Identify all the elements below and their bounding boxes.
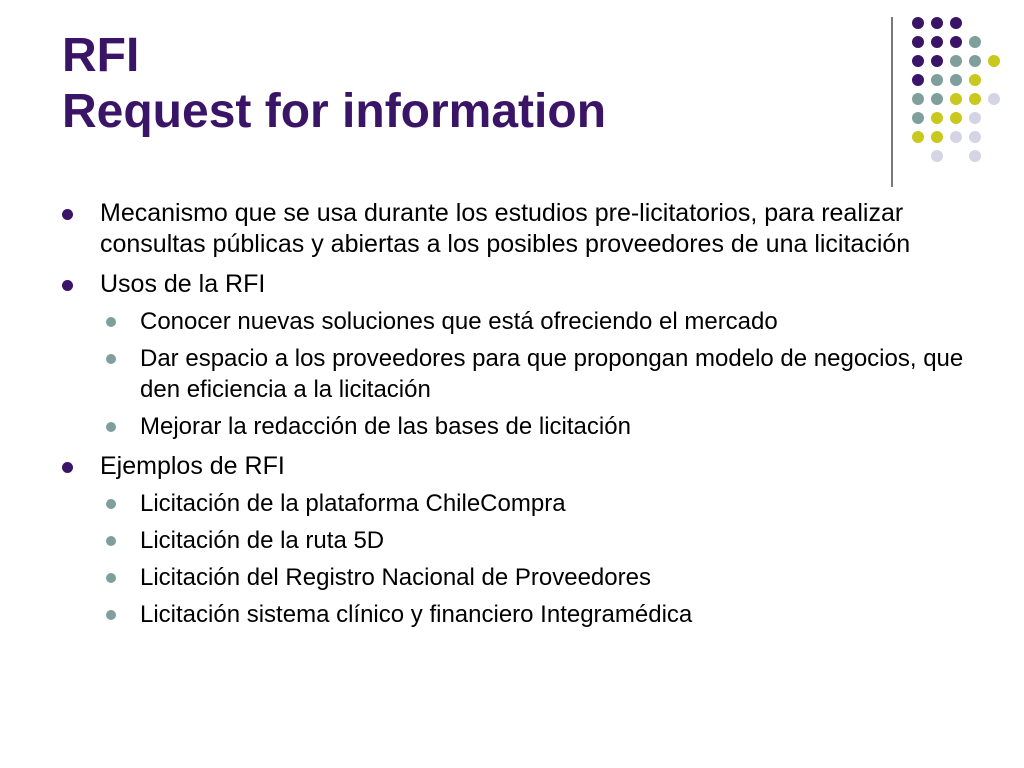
title-divider: [891, 17, 893, 187]
sub-bullet-dot-icon: [106, 354, 116, 364]
dot: [969, 36, 981, 48]
bullet-dot-icon: [62, 462, 73, 473]
dot: [931, 36, 943, 48]
bullet-item: [62, 269, 972, 300]
dot: [931, 74, 943, 86]
dot: [912, 36, 924, 48]
bullet-text: Mecanismo que se usa durante los estudios pre-licitatorios, para realizar consultas públicas y abiertas a los posibles proveedores de una licitación: [100, 199, 911, 258]
bullet-dot-icon: [62, 280, 73, 291]
dot: [969, 74, 981, 86]
dot: [912, 93, 924, 105]
sub-bullet-item: [62, 562, 972, 593]
bullet-item: [62, 451, 972, 482]
dot: [912, 17, 924, 29]
dot: [931, 55, 943, 67]
bullet-text: Licitación de la plataforma ChileCompra: [140, 490, 566, 517]
bullet-text: Licitación sistema clínico y financiero Integramédica: [140, 601, 693, 628]
sub-bullet-dot-icon: [106, 422, 116, 432]
dot: [950, 74, 962, 86]
dot: [950, 55, 962, 67]
title-line-2: Request for information: [62, 85, 607, 138]
sub-bullet-item: [62, 599, 972, 630]
dot: [931, 131, 943, 143]
sub-bullet-dot-icon: [106, 317, 116, 327]
bullet-text: Usos de la RFI: [100, 270, 266, 298]
bullet-text: Mejorar la redacción de las bases de licitación: [140, 413, 631, 440]
sub-bullet-item: [62, 525, 972, 556]
dot: [931, 150, 943, 162]
sub-bullet-dot-icon: [106, 499, 116, 509]
dot: [988, 55, 1000, 67]
dot: [950, 131, 962, 143]
dot: [969, 93, 981, 105]
dot: [950, 93, 962, 105]
dot: [969, 131, 981, 143]
sub-bullet-dot-icon: [106, 610, 116, 620]
sub-bullet-dot-icon: [106, 573, 116, 583]
dot: [912, 74, 924, 86]
sub-bullet-item: [62, 411, 972, 442]
dot: [969, 112, 981, 124]
dot: [969, 150, 981, 162]
dot: [988, 93, 1000, 105]
slide-title: [62, 28, 606, 140]
dot: [950, 36, 962, 48]
title-line-1: RFI: [62, 29, 140, 82]
dot: [931, 17, 943, 29]
sub-bullet-dot-icon: [106, 536, 116, 546]
sub-bullet-item: [62, 488, 972, 519]
dot: [931, 112, 943, 124]
sub-bullet-item: [62, 343, 972, 405]
dot: [912, 55, 924, 67]
bullet-text: Ejemplos de RFI: [100, 452, 285, 480]
bullet-dot-icon: [62, 209, 73, 220]
sub-bullet-item: [62, 306, 972, 337]
dot: [950, 17, 962, 29]
bullet-text: Conocer nuevas soluciones que está ofreciendo el mercado: [140, 308, 778, 335]
dot: [912, 112, 924, 124]
dot: [950, 112, 962, 124]
bullet-text: Dar espacio a los proveedores para que propongan modelo de negocios, que den eficiencia a la licitación: [140, 345, 964, 403]
dot: [969, 55, 981, 67]
bullet-text: Licitación del Registro Nacional de Proveedores: [140, 564, 651, 591]
bullet-list: [62, 198, 972, 630]
dot: [931, 93, 943, 105]
bullet-item: [62, 198, 972, 260]
dot: [912, 131, 924, 143]
bullet-text: Licitación de la ruta 5D: [140, 527, 385, 554]
dot-grid-icon: [910, 16, 1006, 166]
